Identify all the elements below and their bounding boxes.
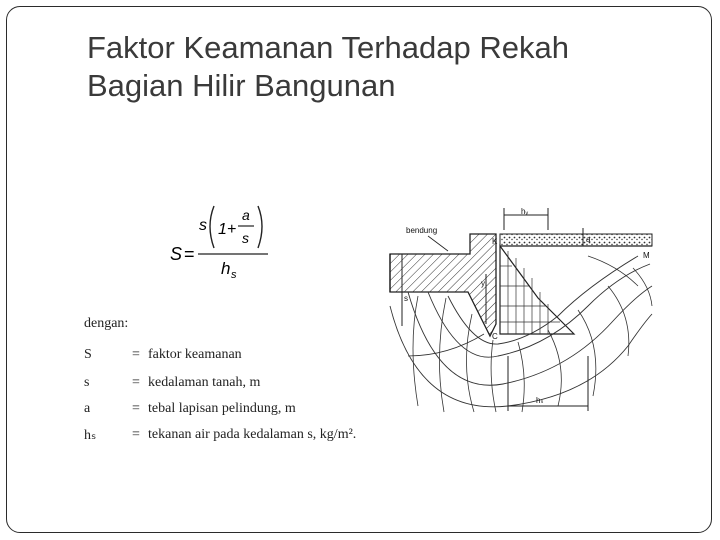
safety-factor-formula [168, 198, 288, 288]
legend-symbol: S [84, 347, 92, 362]
legend-desc: tebal lapisan pelindung, m [148, 401, 296, 416]
left-paren [210, 206, 214, 248]
label-hv: hᵥ [521, 207, 529, 216]
label-a: a [586, 235, 591, 244]
label-y: y [481, 279, 485, 288]
label-s: s [404, 294, 408, 303]
legend-eq: = [132, 347, 140, 362]
label-K: K [492, 237, 498, 246]
formula-lhs: S [170, 244, 183, 264]
formula-equals: = [184, 244, 195, 264]
label-M: M [643, 251, 650, 260]
legend-eq: = [132, 401, 140, 416]
right-paren [258, 206, 262, 248]
formula-numerator-s: s [199, 217, 207, 234]
label-hs: hₛ [536, 396, 544, 405]
legend-symbol: s [84, 375, 90, 390]
title-line-1: Faktor Keamanan Terhadap Rekah [87, 30, 569, 65]
label-bendung: bendung [406, 226, 438, 235]
legend-symbol: hₛ [84, 428, 97, 443]
legend-desc: tekanan air pada kedalaman s, kg/m². [148, 427, 357, 442]
seepage-wedge [500, 246, 574, 334]
legend-eq: = [132, 427, 140, 442]
legend-symbol: a [84, 401, 91, 416]
formula-denominator-sub: s [231, 269, 237, 281]
legend-eq: = [132, 375, 140, 390]
formula-one-plus: 1+ [218, 221, 237, 238]
protective-layer [500, 234, 652, 246]
bendung-leader [428, 236, 448, 251]
formula-frac-den: s [242, 230, 249, 246]
legend-desc: kedalaman tanah, m [148, 375, 261, 390]
weir-flow-net-diagram [388, 206, 656, 414]
title-line-2: Bagian Hilir Bangunan [87, 68, 396, 103]
formula-frac-num: a [242, 207, 250, 223]
label-C: C [492, 332, 498, 341]
slide-title [87, 29, 569, 105]
legend-heading: dengan: [84, 316, 129, 331]
formula-denominator: h [221, 259, 231, 278]
legend-desc: faktor keamanan [148, 347, 242, 362]
